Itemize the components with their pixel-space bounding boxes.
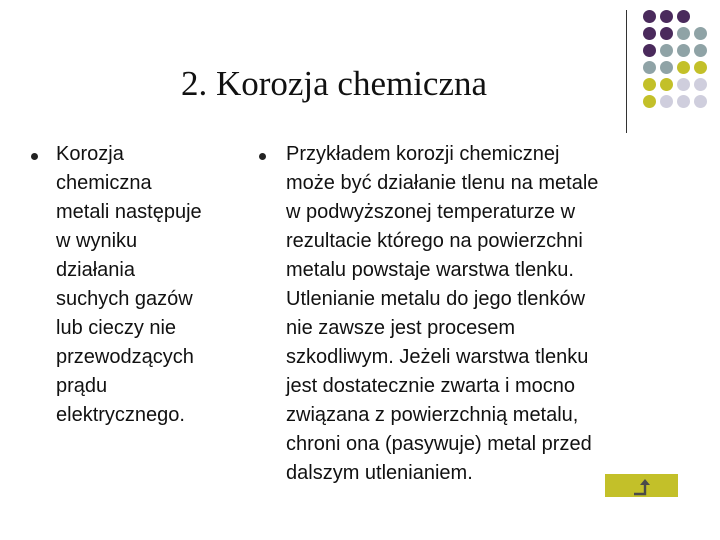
bullet-right [259, 153, 266, 160]
decor-dot [694, 61, 707, 74]
right-paragraph: Przykładem korozji chemicznej może być działanie tlenu na metale w podwyższonej temperaturze w rezultacie którego na powierzchni metalu powstaje warstwa tlenku. Utlenianie metalu do jego tlenków nie zawsze jest procesem szkodliwym. Jeżeli warstwa tlenku jest dostatecznie zwarta i mocno związana z powierzchnią metalu, chroni ona (pasywuje) metal przed dalszym utlenianiem. [286, 143, 599, 484]
decor-dot [660, 10, 673, 23]
decor-dot [677, 44, 690, 57]
decor-dot [694, 78, 707, 91]
decor-dot [643, 10, 656, 23]
return-arrow-icon [632, 478, 652, 496]
decor-dot [694, 44, 707, 57]
bullet-left [31, 153, 38, 160]
decor-dot [677, 10, 690, 23]
decor-dot [660, 44, 673, 57]
left-paragraph: Korozja chemiczna metali następuje w wyniku działania suchych gazów lub cieczy nie przewodzących prądu elektrycznego. [56, 143, 202, 426]
decor-dot [643, 44, 656, 57]
return-button[interactable] [605, 474, 678, 497]
decor-dot [694, 95, 707, 108]
decor-dot [643, 27, 656, 40]
decor-dot [660, 27, 673, 40]
decor-dot [694, 27, 707, 40]
decor-dot [677, 78, 690, 91]
decor-dot [677, 27, 690, 40]
slide-title: 2. Korozja chemiczna [180, 64, 488, 103]
decor-dot [677, 61, 690, 74]
decor-dot [677, 95, 690, 108]
